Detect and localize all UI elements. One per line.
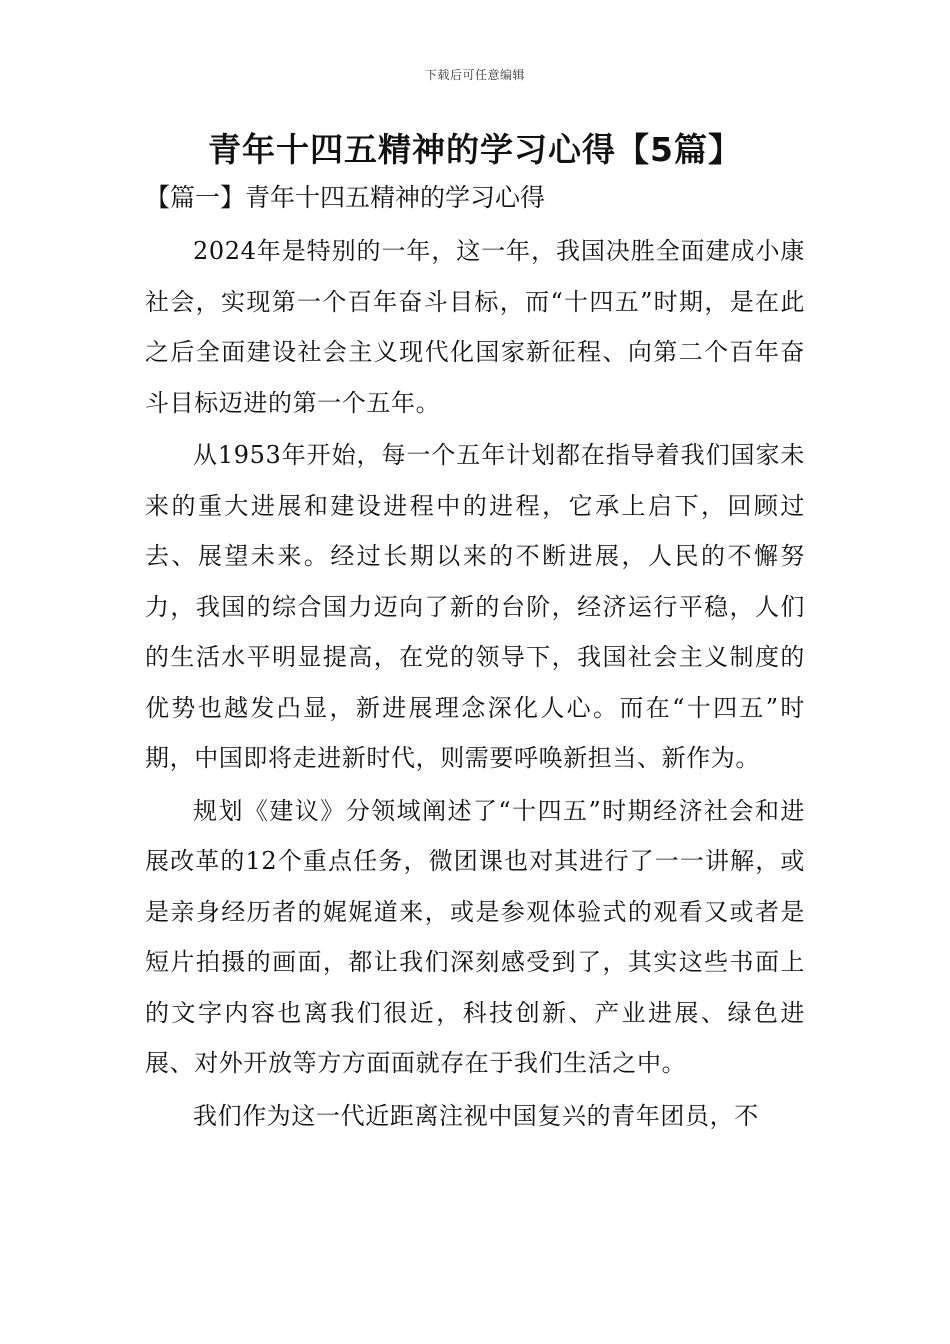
document-body [145, 226, 805, 1143]
paragraph-2: 从1953年开始，每一个五年计划都在指导着我们国家未来的重大进展和建设进程中的进程，它承上启下，回顾过去、展望未来。经过长期以来的不断进展，人民的不懈努力，我国的综合国力迈向了新的台阶，经济运行平稳，人们的生活水平明显提高，在党的领导下，我国社会主义制度的优势也越发凸显，新进展理念深化人心。而在“十四五”时期，中国即将走进新时代，则需要呼唤新担当、新作为。 [145, 441, 805, 772]
paragraph-4: 我们作为这一代近距离注视中国复兴的青年团员，不 [193, 1101, 759, 1130]
section-heading: 【篇一】青年十四五精神的学习心得 [145, 183, 546, 212]
paragraph-3: 规划《建议》分领域阐述了“十四五”时期经济社会和进展改革的12个重点任务，微团课也对其进行了一一讲解，或是亲身经历者的娓娓道来，或是参观体验式的观看又或者是短片拍摄的画面，都让我们深刻感受到了，其实这些书面上的文字内容也离我们很近，科技创新、产业进展、绿色进展、对外开放等方方面面就存在于我们生活之中。 [145, 796, 805, 1077]
header-note: 下载后可任意编辑 [424, 68, 525, 82]
document-title: 青年十四五精神的学习心得【5篇】 [208, 130, 742, 169]
paragraph-1: 2024年是特别的一年，这一年，我国决胜全面建成小康社会，实现第一个百年奋斗目标，而“十四五”时期，是在此之后全面建设社会主义现代化国家新征程、向第二个百年奋斗目标迈进的第一个五年。 [145, 237, 805, 417]
